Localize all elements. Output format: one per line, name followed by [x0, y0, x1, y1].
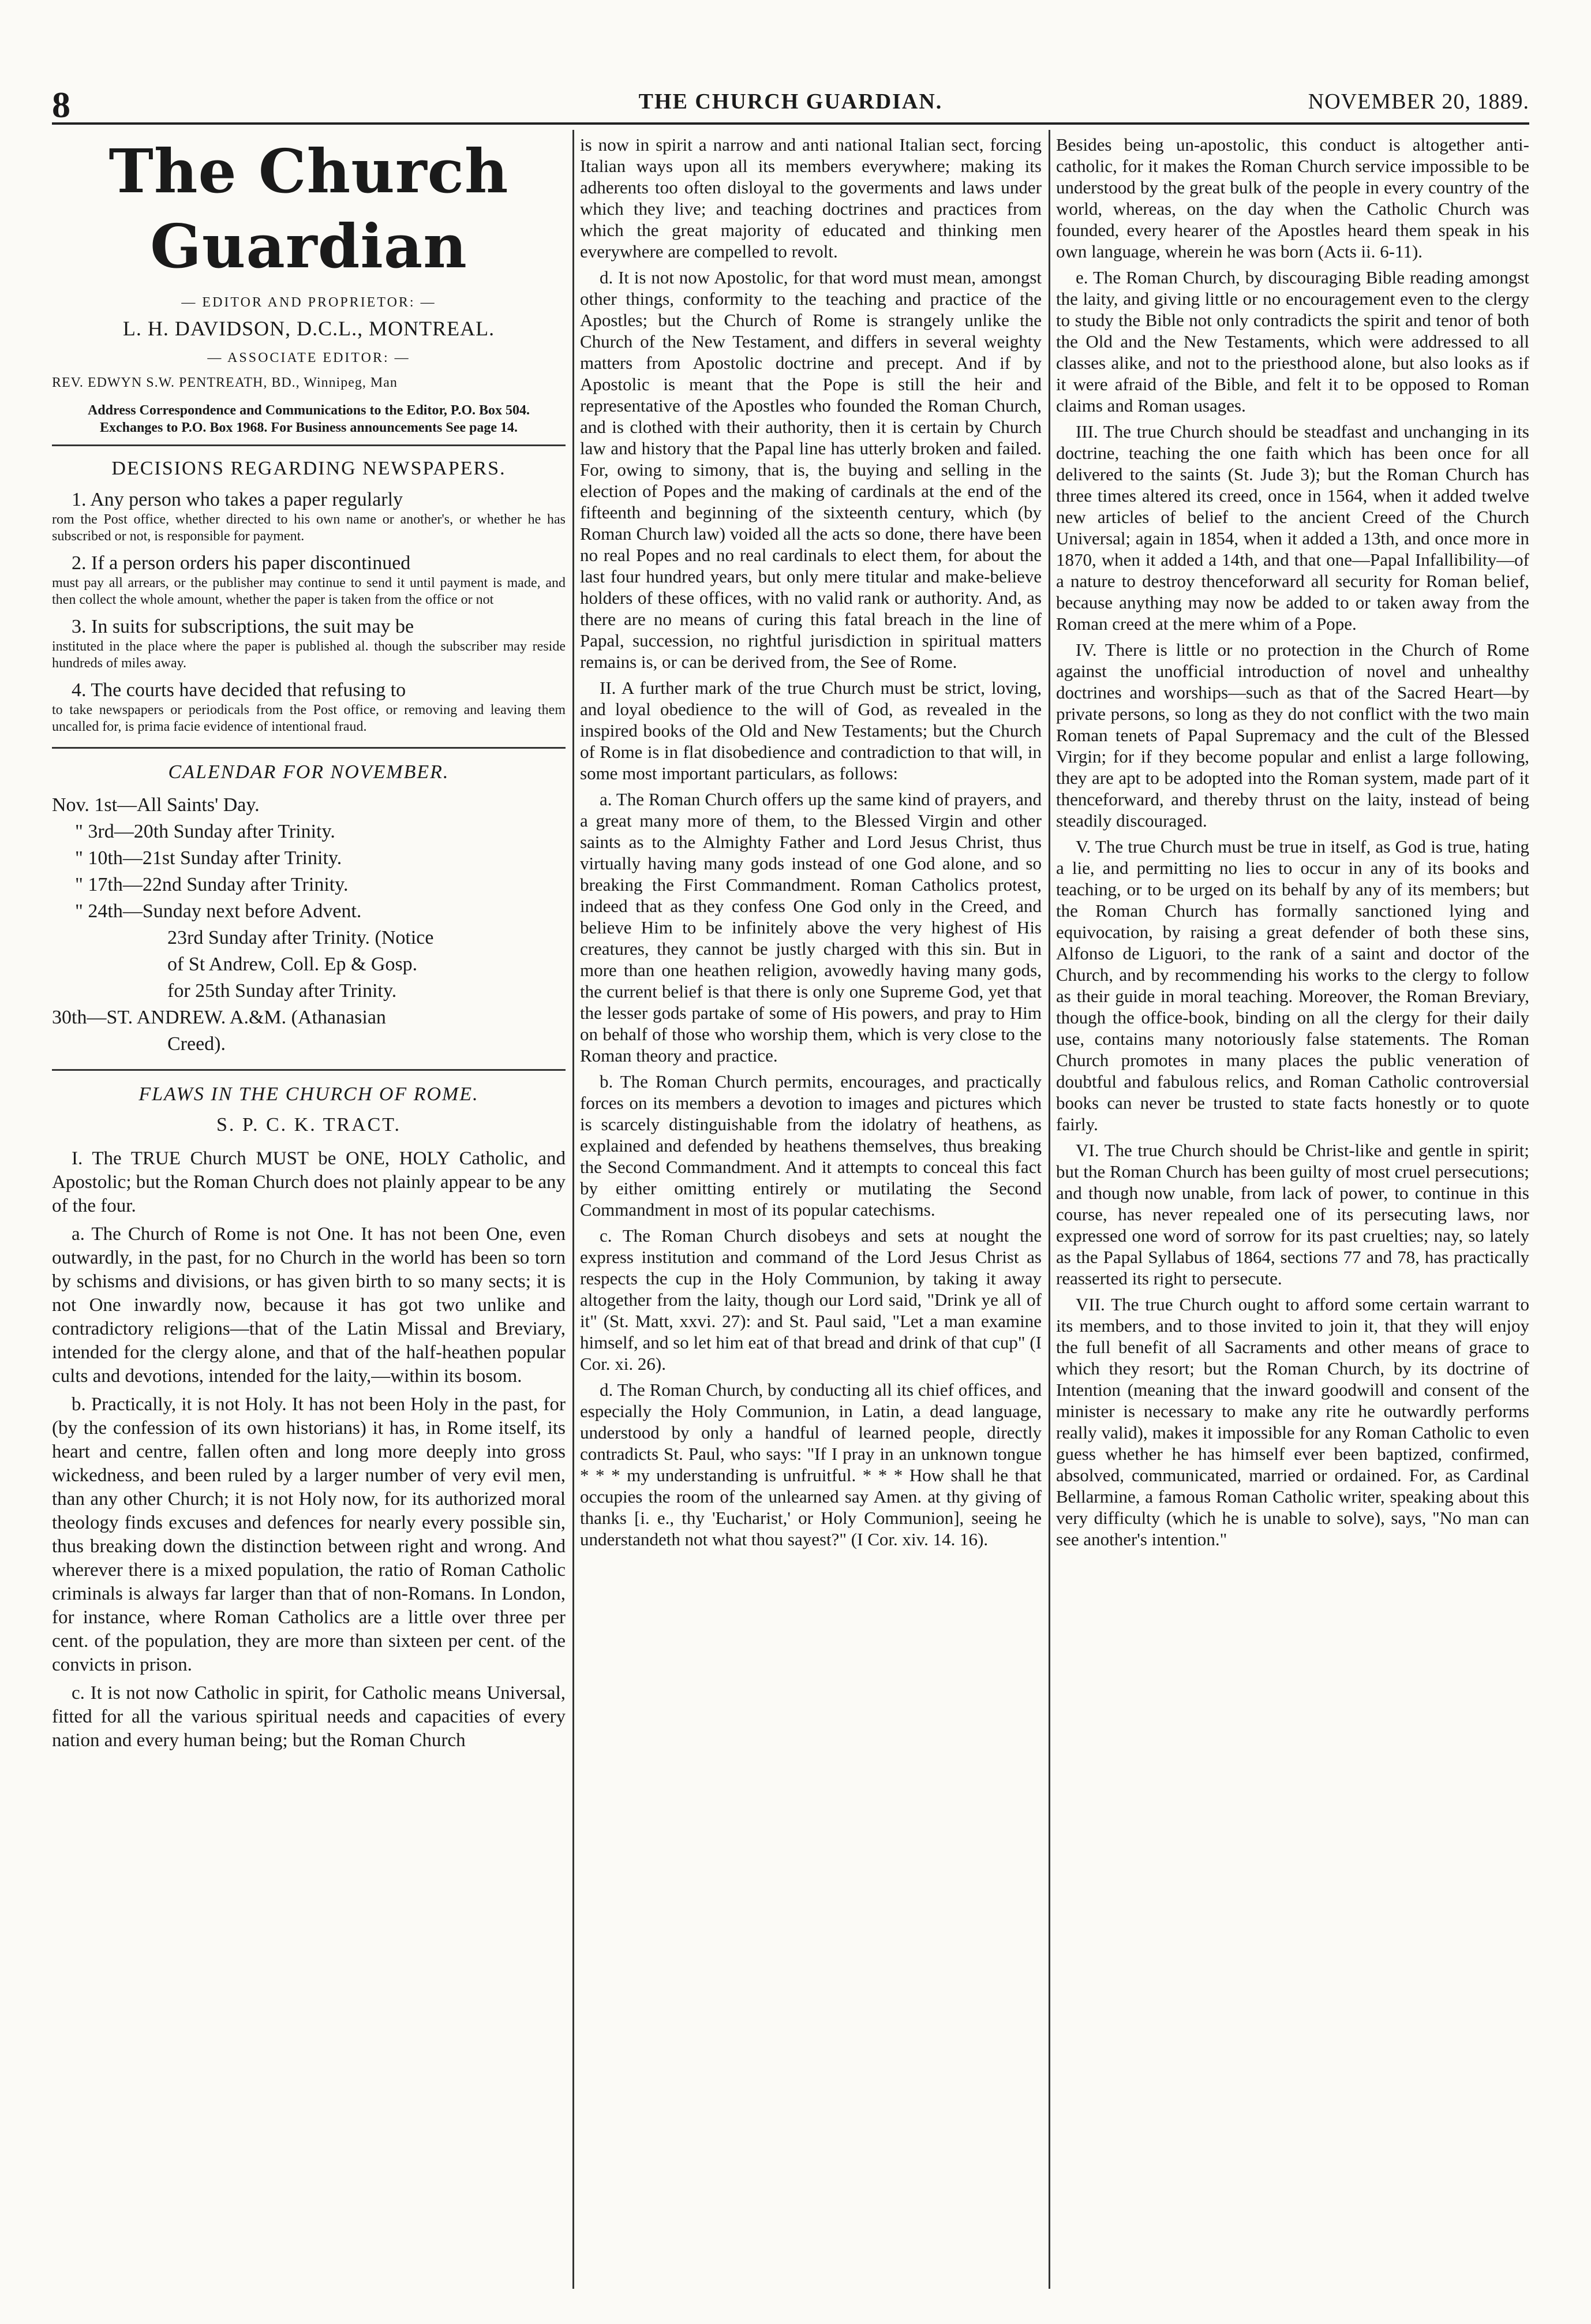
decision-lead: 1. Any person who takes a paper regularly: [72, 489, 403, 510]
article-paragraph: b. The Roman Church permits, encourages, and practically forces on its members a devotion to images and pictures which is scarcely distinguishable from the idolatry of heathens, as explained and defended by heathens themselves, thus breaking the Second Commandment. And it attempts to conceal this fact by either omitting entirely or mutilating the Second Commandment in most of its popular catechisms.: [580, 1071, 1042, 1220]
issue-date: NOVEMBER 20, 1889.: [1308, 89, 1529, 114]
running-title: THE CHURCH GUARDIAN.: [638, 89, 943, 114]
article-paragraph: c. It is not now Catholic in spirit, for Catholic means Universal, fitted for all the various spiritual needs and capacities of every nation and every human being; but the Roman Church: [52, 1683, 566, 1751]
article-paragraph: IV. There is little or no protection in the Church of Rome against the unofficial introduction of novel and unhealthy doctrines and worships—such as that of the Sacred Heart—by private persons, so long as they do not conflict with the two main Roman tenets of Papal Supremacy and the cult of the Blessed Virgin; for if they become popular and enlist a large following, they are apt to be adopted into the Roman system, made part of it thenceforward, and thereby thrust on the laity, instead of being steadily discouraged.: [1056, 640, 1529, 831]
article-source: S. P. C. K. TRACT.: [216, 1114, 402, 1135]
decision-item: [52, 615, 566, 672]
article-paragraph: II. A further mark of the true Church must be strict, loving, and loyal obedience to the will of God, as revealed in the inspired books of the Old and New Testaments; but the Church of Rome is in flat disobedience and contradiction to that will, in some most important particulars, as follows:: [580, 678, 1042, 783]
article-paragraph: I. The TRUE Church MUST be ONE, HOLY Catholic, and Apostolic; but the Roman Church does not plainly appear to be any of the four.: [52, 1148, 566, 1216]
article-paragraph: VII. The true Church ought to afford some certain warrant to its members, and to those invited to join it, that they will enjoy the full benefit of all Sacraments and other means of grace to which they resort; but the Roman Church, by its doctrine of Intention (meaning that the inward goodwill and consent of the minister is necessary to make any rite he outwardly performs really valid), makes it impossible for any Roman Catholic to even guess whether he has himself ever been baptized, confirmed, absolved, communicated, married or ordained. For, as Cardinal Bellarmine, a famous Roman Catholic writer, speaking about this very difficulty (which he is unable to solve), says, "No man can see another's intention.": [1056, 1294, 1529, 1549]
decision-body: to take newspapers or periodicals from the Post office, or removing and leaving them uncalled for, is prima facie evidence of intentional fraud.: [52, 703, 566, 734]
associate-editor-label: — ASSOCIATE EDITOR: —: [207, 350, 410, 365]
column-rule: [572, 130, 574, 2289]
article-paragraph: is now in spirit a narrow and anti national Italian sect, forcing Italian ways upon all its members everywhere; making its adherents too often disloyal to the goverments and laws under which they live; and teaching doctrines and practices from which the great majority of educated and thinking men everywhere are compelled to revolt.: [580, 134, 1042, 261]
decision-item: [52, 488, 566, 545]
calendar-entry: 23rd Sunday after Trinity. (Notice: [167, 927, 434, 948]
running-header: [52, 84, 1529, 125]
editor-name: L. H. DAVIDSON, D.C.L., MONTREAL.: [122, 317, 495, 340]
calendar-entry: " 3rd—20th Sunday after Trinity.: [75, 821, 335, 842]
calendar-entry: Nov. 1st—All Saints' Day.: [52, 794, 260, 816]
section-divider: [52, 747, 566, 749]
column-left: [52, 134, 566, 1757]
calendar-title: CALENDAR FOR NOVEMBER.: [168, 761, 450, 783]
associate-editor-name: REV. EDWYN S.W. PENTREATH, BD., Winnipeg, Man: [52, 375, 398, 390]
column-rule: [1049, 130, 1050, 2289]
decisions-title: DECISIONS REGARDING NEWSPAPERS.: [111, 458, 506, 479]
column-right: [1056, 134, 1529, 1555]
article-paragraph: d. The Roman Church, by conducting all its chief offices, and especially the Holy Communion, in Latin, a dead language, understood by only a handful of learned people, directly contradicts St. Paul, who says: "If I pray in an unknown tongue * * * my understanding is unfruitful. * * * How shall he that occupies the room of the unlearned say Amen. at thy giving of thanks [i. e., thy 'Eucharist,' or Holy Communion], seeing he understandeth not what thou sayest?" (I Cor. xiv. 14. 16).: [580, 1380, 1042, 1549]
article-paragraph: e. The Roman Church, by discouraging Bible reading amongst the laity, and giving little or no encouragement even to the clergy to study the Bible not only contradicts the spirit and tenor of both the Old and the New Testaments, which were addressed to all classes alike, and not to the priesthood alone, but also looks as if it were afraid of the Bible, and felt it to be opposed to Roman claims and Roman usages.: [1056, 267, 1529, 416]
article-paragraph: VI. The true Church should be Christ-like and gentle in spirit; but the Roman Church has been guilty of most cruel persecutions; and though now unable, from lack of power, to continue in this course, has never repealed one of its persecuting laws, nor expressed one word of sorrow for its past cruelties; nay, so lately as the Papal Syllabus of 1864, sections 77 and 78, has practically reasserted its right to persecute.: [1056, 1140, 1529, 1288]
article-paragraph: a. The Roman Church offers up the same kind of prayers, and a great many more of them, to the Blessed Virgin and other saints as to the Almighty Father and Lord Jesus Christ, thus virtually having many gods instead of one God alone, and so breaking the First Commandment. Roman Catholics protest, indeed that as they confess One God only in the Creed, and believe Him to be infinitely above the very highest of His creatures, they cannot be justly charged with this sin. But in more than one heathen religion, avowedly having many gods, the current belief is that there is only one Supreme God, yet that the lesser gods partake of some of His powers, and pray to Him on behalf of those who worship them, which is very close to the Roman theory and practice.: [580, 789, 1042, 1066]
page-number: 8: [52, 84, 70, 125]
calendar-entry: for 25th Sunday after Trinity.: [167, 980, 397, 1002]
decisions-list: [52, 488, 566, 735]
decision-item: [52, 679, 566, 735]
article-paragraph: Besides being un-apostolic, this conduct is altogether anti-catholic, for it makes the Roman Church service impossible to be understood by the great bulk of the people in every country of the world, whereas, on the day when the Catholic Church was founded, every hearer of the Apostles heard them speak in his own language, wherein he was born (Acts ii. 6-11).: [1056, 134, 1529, 261]
article-paragraph: d. It is not now Apostolic, for that word must mean, amongst other things, conformity to the teaching and practice of the Apostles; but the Church of Rome is strangely unlike the Church of the New Testament, and differs in several weighty matters from Apostolic doctrine and precept. And if by Apostolic is meant that the Pope is still the heir and representative of the Apostles who founded the Roman Church, and is clothed with their authority, then it is certain by Church law and history that the Papal line has utterly broken and failed. For, owing to simony, that is, the buying and selling in the election of Popes and the making of cardinals at the end of the fifteenth and beginning of the sixteenth century, which (by Roman Church law) voided all the acts so done, there have been no real Popes and no real cardinals to elect them, for about the last four hundred years, but only mere titular and make-believe holders of these offices, with no valid rank or authority. And, as there are no means of curing this fatal breach in the line of Papal, succession, no rightful jurisdiction in spiritual matters remains is, or can be derived from, the See of Rome.: [580, 267, 1042, 672]
article-paragraph: V. The true Church must be true in itself, as God is true, hating a lie, and permitting no lies to occur in any of its books and teaching, or to be urged on its behalf by any of its members; but the Roman Church has formally sanctioned lying and equivocation, by raising a great defender of both these sins, Alfonso de Liguori, to the rank of a saint and doctor of the Church, and by recommending his works to the clergy to follow as their guide in moral teaching. Moreover, the Roman Breviary, though the office-book, binding on all the clergy for their daily use, contains many notoriously false statements. The Roman Church promotes in many places the public veneration of doubtful and fabulous relics, and Roman Catholic controversial books can never be trusted to state facts honestly or to quote fairly.: [1056, 836, 1529, 1134]
article-title: FLAWS IN THE CHURCH OF ROME.: [138, 1083, 479, 1105]
article-paragraph: b. Practically, it is not Holy. It has not been Holy in the past, for (by the confession of its own historians) it has, in Rome itself, its heart and centre, fallen often and long more deeply into gross wickedness, and been ruled by a larger number of very evil men, than any other Church; it is not Holy now, for its authorized moral theology finds excuses and defences for nearly every possible sin, thus breaking down the distinction between right and wrong. And wherever there is a mixed population, the ratio of Roman Catholic criminals is always far larger than that of non-Romans. In London, for instance, where Roman Catholics are a little over three per cent. of the population, they are more than sixteen per cent. of the convicts in prison.: [52, 1394, 566, 1675]
section-divider: [52, 1069, 566, 1071]
decision-body: instituted in the place where the paper is published al. though the subscriber may reside hundreds of miles away.: [52, 639, 566, 671]
decision-item: [52, 552, 566, 608]
decision-lead: 3. In suits for subscriptions, the suit may be: [72, 616, 414, 637]
masthead-title: The Church Guardian: [108, 136, 509, 282]
article-paragraph: a. The Church of Rome is not One. It has not been One, even outwardly, in the past, for no Church in the world has been so torn by schisms and divisions, or has given birth to so many sects; it is not One inwardly now, because it has got two unlike and contradictory religions—that of the Latin Missal and Breviary, intended for the clergy alone, and that of the half-heathen popular cults and devotions, intended for the laity,—within its bosom.: [52, 1224, 566, 1387]
calendar-list: [52, 792, 566, 1058]
article-paragraph: c. The Roman Church disobeys and sets at nought the express institution and command of the Lord Jesus Christ as respects the cup in the Holy Communion, by taking it away altogether from the laity, though our Lord said, "Drink ye all of it" (St. Matt, xxvi. 27): and St. Paul said, "Let a man examine himself, and so let him eat of that bread and drink of that cup" (I Cor. xi. 26).: [580, 1225, 1042, 1374]
article-paragraph: III. The true Church should be steadfast and unchanging in its doctrine, teaching the one faith which has been once for all delivered to the saints (St. Jude 3); but the Roman Church has three times altered its creed, once in 1564, when it added twelve new articles of belief to the ancient Creed of the Church Universal; again in 1854, when it added a 13th, and once more in 1870, when it added a 14th, and that one—Papal Infallibility—of a nature to destroy thenceforward all security for Roman belief, because anything may now be added to or taken away from the Roman creed at the mere whim of a Pope.: [1056, 421, 1529, 634]
calendar-entry: " 24th—Sunday next before Advent.: [75, 901, 362, 922]
decision-body: rom the Post office, whether directed to his own name or another's, or whether he has subscribed or not, is responsible for payment.: [52, 512, 566, 544]
column-middle: [580, 134, 1042, 1555]
article-body-col1: [52, 1147, 566, 1753]
calendar-entry: 30th—ST. ANDREW. A.&M. (Athanasian: [52, 1007, 386, 1028]
address-note: Address Correspondence and Communications to the Editor, P.O. Box 504. Exchanges to P.O. Box 1968. For Business announcements See page 14.: [52, 402, 566, 446]
editor-label: — EDITOR AND PROPRIETOR: —: [181, 295, 436, 310]
decision-lead: 4. The courts have decided that refusing to: [72, 679, 406, 701]
calendar-entry: Creed).: [167, 1033, 226, 1055]
calendar-entry: of St Andrew, Coll. Ep & Gosp.: [167, 954, 418, 975]
decision-lead: 2. If a person orders his paper discontinued: [72, 552, 411, 574]
calendar-entry: " 17th—22nd Sunday after Trinity.: [75, 874, 349, 895]
calendar-entry: " 10th—21st Sunday after Trinity.: [75, 847, 342, 869]
decision-body: must pay all arrears, or the publisher may continue to send it until payment is made, and then collect the whole amount, whether the paper is taken from the office or not: [52, 576, 566, 607]
